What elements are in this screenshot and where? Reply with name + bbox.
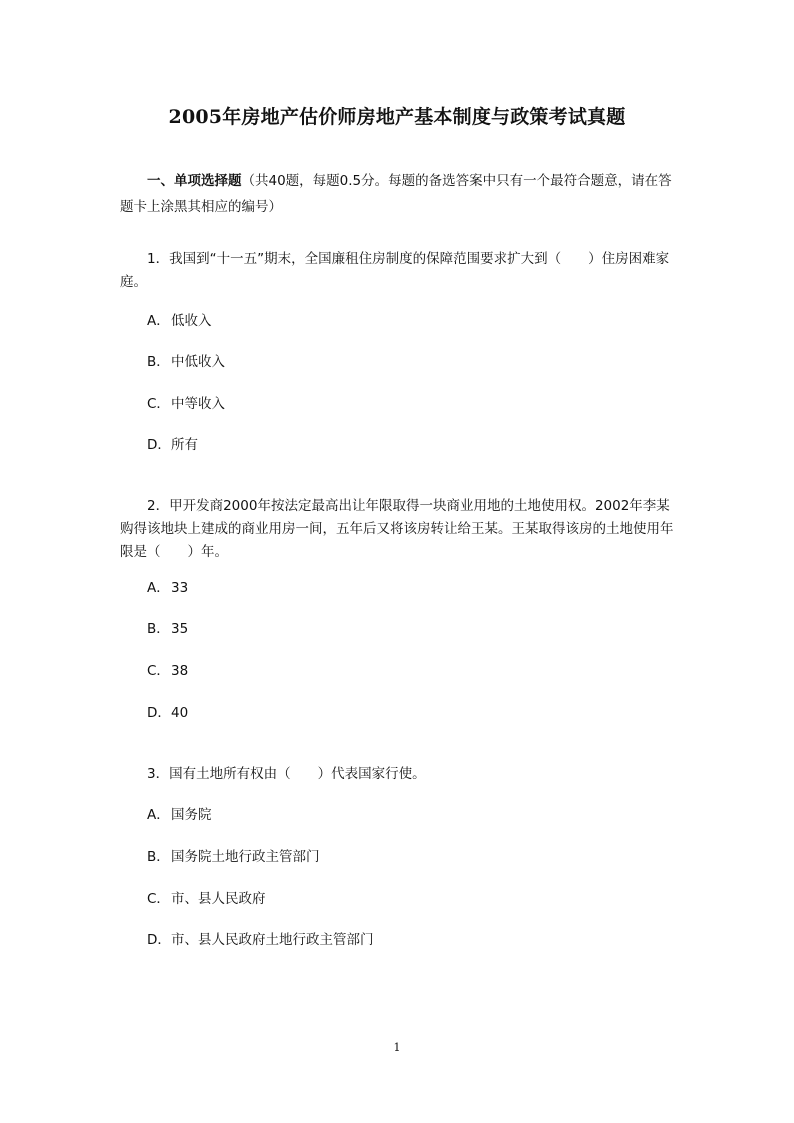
option-letter: D． [147,932,171,948]
option-letter: B． [147,849,170,865]
question-2-option-b [147,619,188,639]
option-text: 市、县人民政府土地行政主管部门 [171,932,374,948]
option-text: 国务院土地行政主管部门 [171,849,320,865]
question-1-option-b [147,352,225,372]
section-heading: 一、单项选择题 [147,173,242,189]
question-text: 3．国有土地所有权由（ ）代表国家行使。 [147,766,426,782]
document-title: 2005年房地产估价师房地产基本制度与政策考试真题 [168,106,626,128]
option-letter: B． [147,354,170,370]
option-letter: C． [147,891,170,907]
option-letter: A． [147,580,170,596]
page-number: 1 [393,1041,401,1054]
question-3-option-a [147,805,212,825]
option-text: 低收入 [171,313,212,329]
question-2-stem [120,495,680,564]
option-text: 38 [171,663,189,679]
option-text: 35 [171,621,189,637]
option-text: 33 [171,580,189,596]
option-text: 40 [171,705,189,721]
option-text: 国务院 [171,807,212,823]
question-1-option-c [147,394,225,414]
option-letter: D． [147,437,171,453]
question-2-option-d [147,703,188,723]
option-letter: B． [147,621,170,637]
question-3-option-c [147,889,266,909]
section-intro [120,168,680,220]
question-text: 2．甲开发商2000年按法定最高出让年限取得一块商业用地的土地使用权。2002年李某购得该地块上建成的商业用房一间，五年后又将该房转让给王某。王某取得该房的土地使用年限是（ ）年。 [120,498,674,560]
question-text: 1．我国到“十一五”期末，全国廉租住房制度的保障范围要求扩大到（ ）住房困难家庭。 [120,251,670,290]
question-1-option-d [147,435,198,455]
question-1-stem [120,248,680,294]
option-letter: D． [147,705,171,721]
question-2-option-c [147,661,188,681]
option-letter: A． [147,807,170,823]
option-text: 中等收入 [171,396,225,412]
option-text: 市、县人民政府 [171,891,266,907]
question-3-option-d [147,930,374,950]
option-text: 所有 [171,437,198,453]
question-3-option-b [147,847,320,867]
section-note: （共40题，每题0.5分。每题的备选答案中只有一个最符合题意，请在答题卡上涂黑其相应的编号） [120,173,672,215]
option-text: 中低收入 [171,354,225,370]
question-1-option-a [147,311,212,331]
question-2-option-a [147,578,188,598]
option-letter: C． [147,396,170,412]
option-letter: A． [147,313,170,329]
question-3-stem [120,763,680,786]
option-letter: C． [147,663,170,679]
